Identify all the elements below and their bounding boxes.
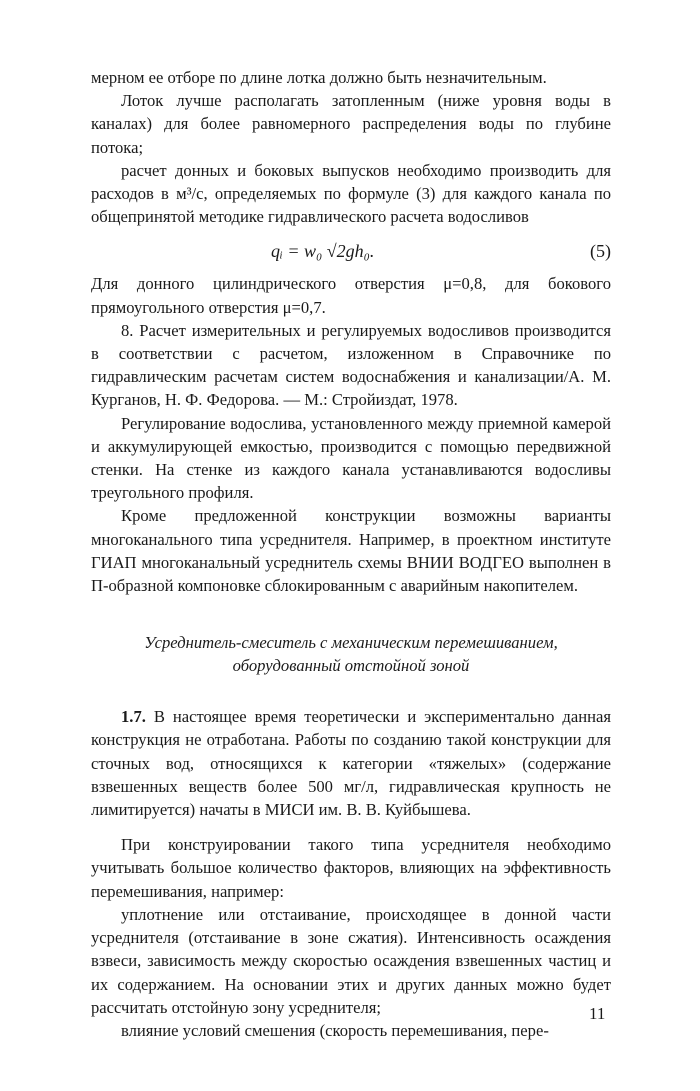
section-number: 1.7.	[121, 707, 146, 727]
section-paragraph	[91, 705, 611, 821]
paragraph: мерном ее отборе по длине лотка должно быть незначительным.	[91, 68, 547, 87]
paragraph: расчет донных и боковых выпусков необходимо производить для расходов в м³/с, определяемых по формуле (3) для каждого канала по общепринятой методике гидравлического расчета водосливов	[91, 160, 611, 227]
paragraph: Лоток лучше располагать затопленным (ниже уровня воды в каналах) для более равномерного распределения воды по глубине потока;	[91, 91, 611, 157]
heading-line: Усреднитель-смеситель с механическим перемешиванием,	[144, 633, 558, 653]
paragraph: уплотнение или отстаивание, происходящее в донной части усреднителя (отстаивание в зоне сжатия). Интенсивность осаждения взвеси, зависимость между скоростью осаждения взвешенных частиц и их содержанием. На основании этих и других данных можно будет рассчитать отстойную зону усреднителя;	[91, 904, 611, 1017]
heading-line: оборудованный отстойной зоной	[232, 656, 470, 676]
paragraph: влияние условий смешения (скорость перемешивания, пере-	[121, 1020, 549, 1040]
paragraph: При конструировании такого типа усреднителя необходимо учитывать большое количество факторов, влияющих на эффективность перемешивания, например:	[91, 835, 611, 901]
section-text: В настоящее время теоретически и экспериментально данная конструкция не отработана. Работы по созданию такой конструкции для сточных вод, относящихся к категории «тяжелых» (содержание взвешенных веществ более 500 мг/л, гидравлическая крупность не лимитируется) начаты в МИСИ им. В. В. Куйбышева.	[91, 707, 611, 820]
formula-5	[91, 234, 611, 268]
paragraph: Для донного цилиндрического отверстия μ=0,8, для бокового прямоугольного отверстия μ=0,7.	[91, 274, 611, 317]
page-number: 11	[589, 1004, 606, 1023]
section-heading	[91, 631, 611, 677]
formula-number: (5)	[590, 241, 611, 262]
paragraph: 8. Расчет измерительных и регулируемых водосливов производится в соответствии с расчетом, изложенном в Справочнике по гидравлическим расчетам систем водоснабжения и канализации/А. М. Курганов, Н. Ф. Федорова. — М.: Стройиздат, 1978.	[91, 320, 611, 410]
paragraph: Регулирование водослива, установленного между приемной камерой и аккумулирующей емкостью, производится с помощью передвижной стенки. На стенке из каждого канала устанавливаются водосливы треугольного профиля.	[91, 413, 611, 503]
formula-expression: qᵢ = w₀ √2gh₀.	[271, 241, 375, 262]
paragraph: Кроме предложенной конструкции возможны варианты многоканального типа усреднителя. Например, в проектном институте ГИАП многоканальный усреднитель схемы ВНИИ ВОДГЕО выполнен в П-образной компоновке сблокированным с аварийным накопителем.	[91, 506, 611, 596]
page-body	[91, 66, 611, 1042]
